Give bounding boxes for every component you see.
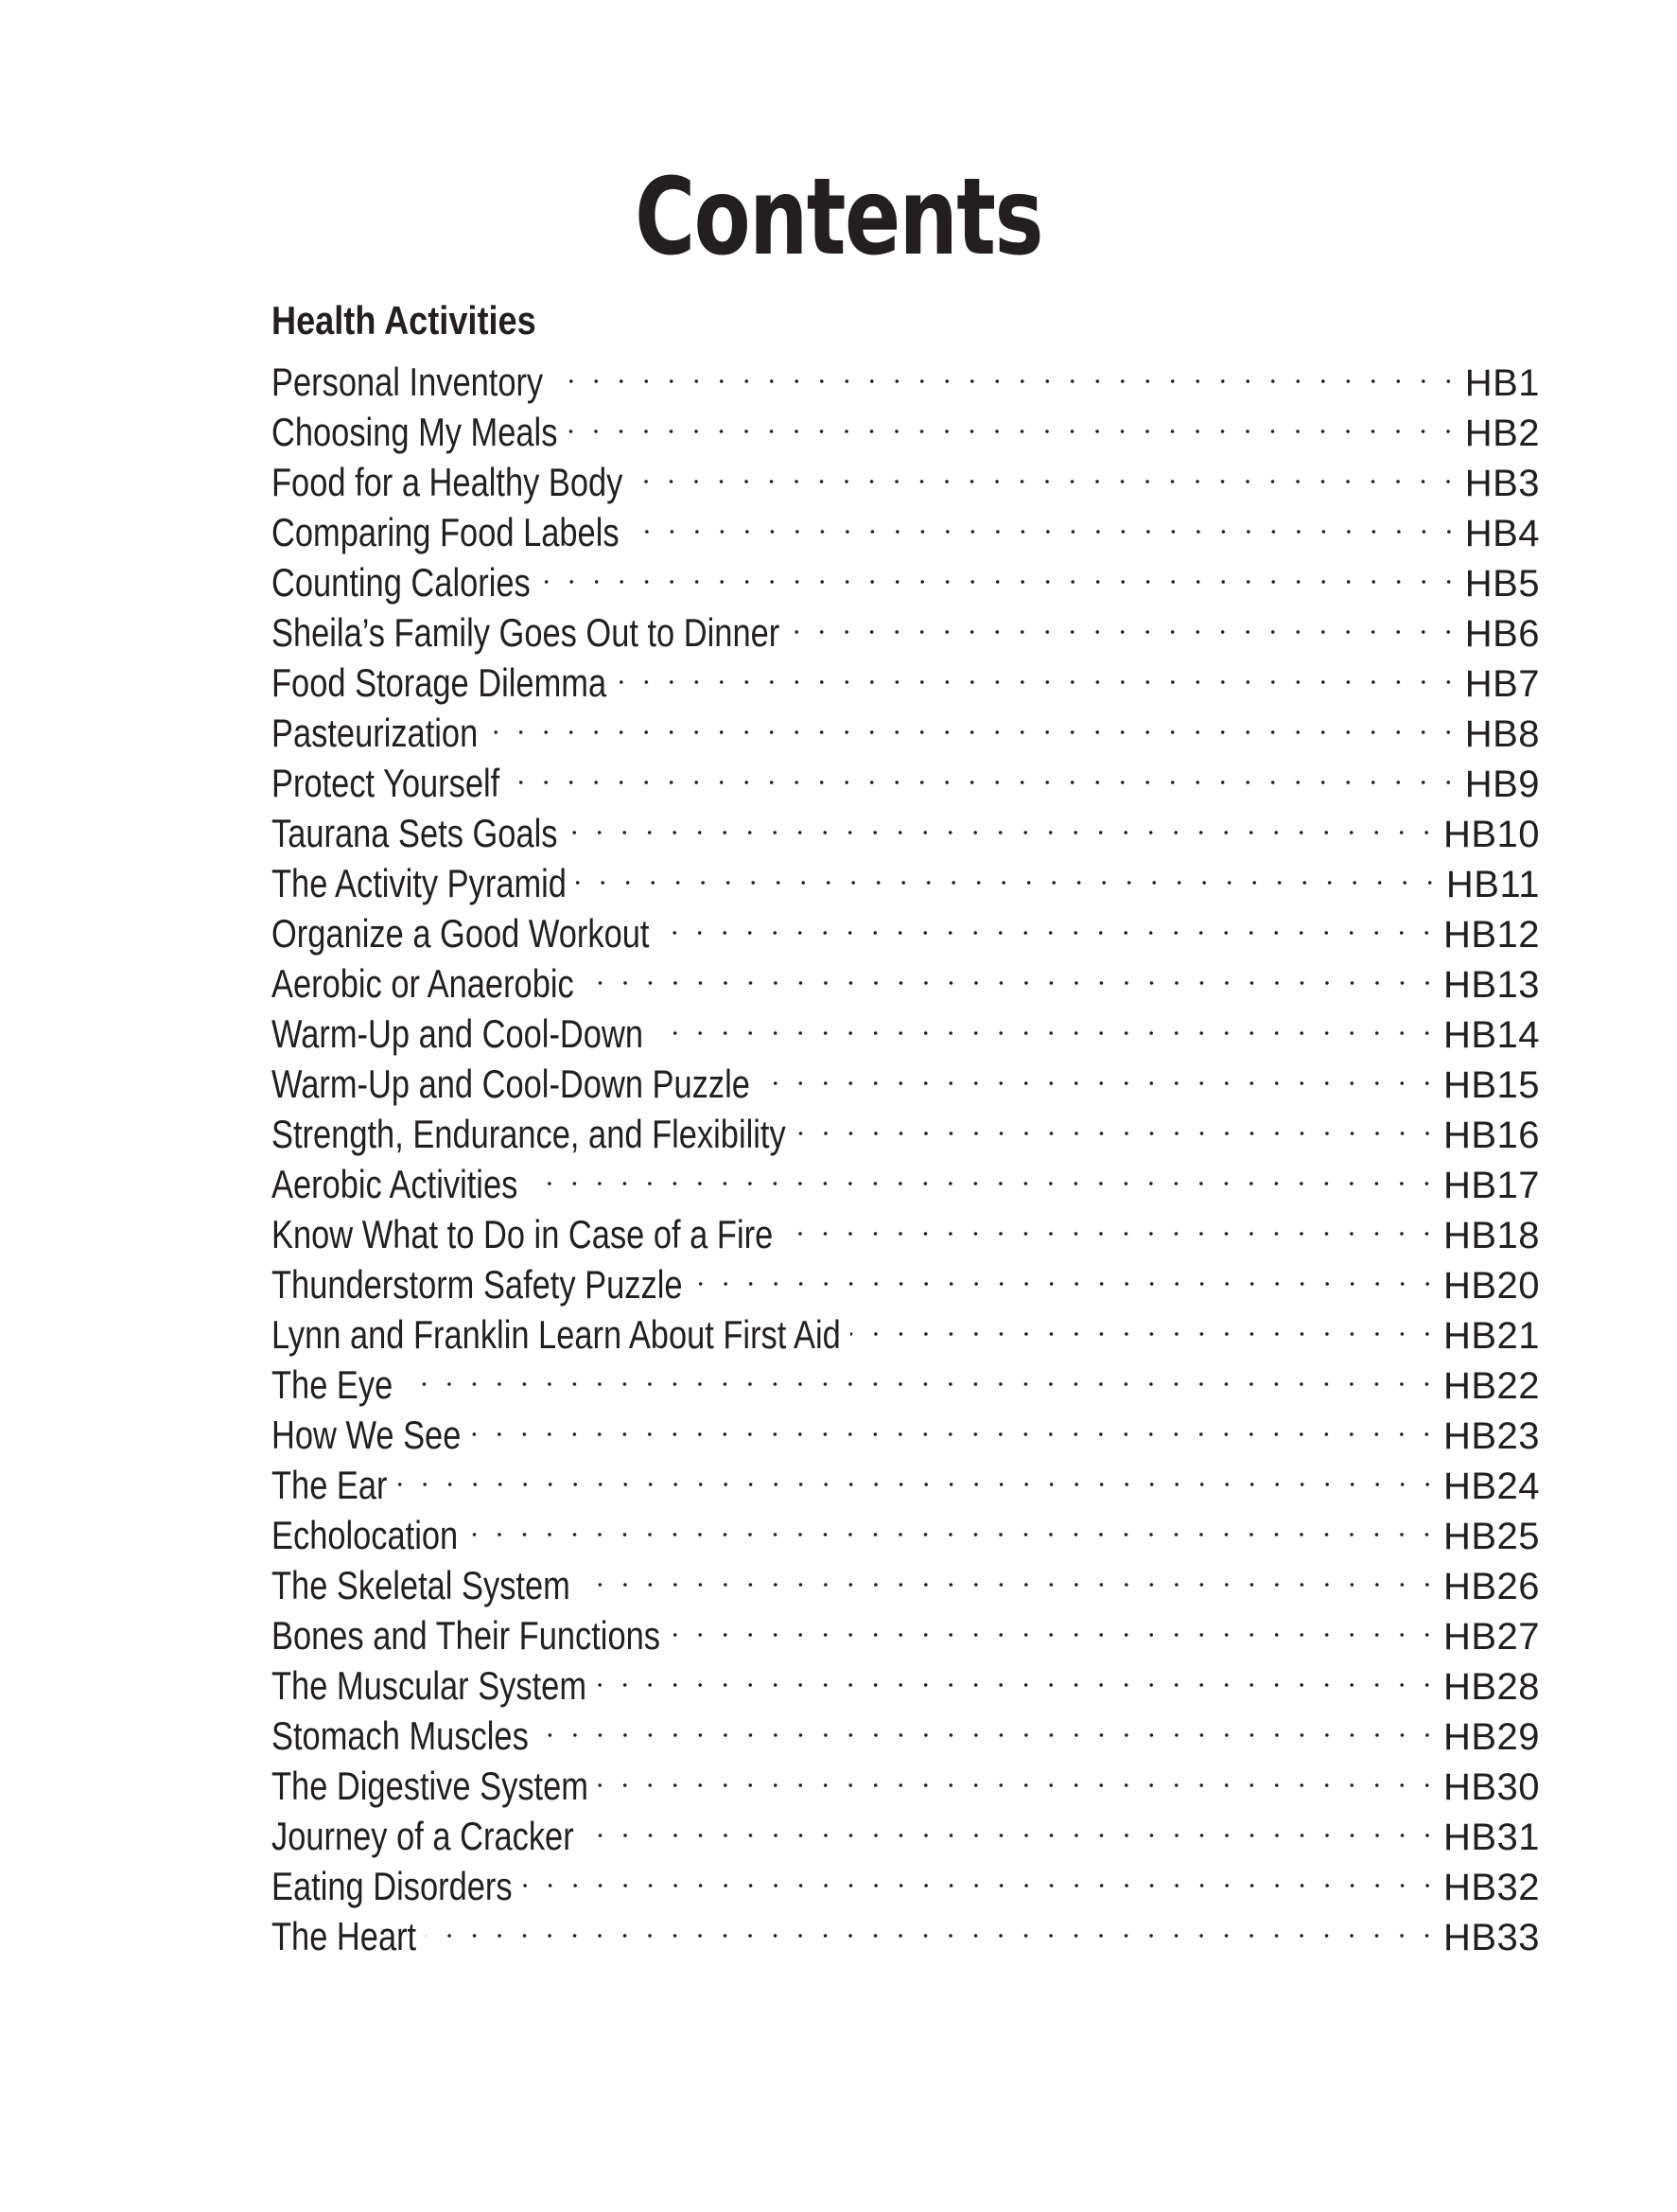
toc-entry-page-number: HB24 [1442,1466,1540,1507]
section-heading-health-activities: Health Activities [271,298,536,342]
toc-entry-title-wrap [271,958,574,1009]
toc-entry-title: The Skeletal System [271,1563,570,1607]
dot-leader [632,446,1460,496]
dot-leader [487,696,1460,746]
toc-entry-title: Stomach Muscles [271,1713,529,1758]
dot-leader [576,847,1442,897]
toc-entry-title-wrap [271,1711,529,1761]
toc-entry-title: Know What to Do in Case of a Fire [271,1212,774,1256]
toc-entry-title: Food Storage Dilemma [271,660,607,705]
toc-entry-page-number: HB7 [1464,663,1540,705]
toc-entry[interactable] [271,1448,1540,1507]
toc-entry-page-number: HB4 [1464,513,1540,554]
dot-leader [598,1749,1440,1799]
toc-entry-page-number: HB2 [1464,413,1540,454]
toc-entry-title: Strength, Endurance, and Flexibility [271,1112,786,1156]
toc-entry-title: Taurana Sets Goals [271,811,558,855]
toc-entry-title-wrap [271,457,622,507]
dot-leader [402,1348,1440,1398]
toc-entry-page-number: HB10 [1442,814,1540,855]
dot-leader [692,1248,1440,1298]
toc-entry-title-wrap [271,357,543,407]
toc-entry-title-wrap [271,1761,588,1811]
toc-entry[interactable] [271,1398,1540,1457]
toc-entry-page-number: HB11 [1445,864,1540,905]
dot-leader [509,746,1460,797]
dot-leader [540,546,1461,596]
toc-entry-page-number: HB21 [1442,1315,1540,1357]
toc-entry-title-wrap [271,1360,393,1410]
toc-entry-page-number: HB3 [1464,463,1540,504]
toc-entry-title-wrap [271,708,478,758]
toc-entry-title: The Eye [271,1362,393,1407]
toc-entry-title: Personal Inventory [271,360,544,404]
toc-entry-title-wrap [271,758,499,808]
dot-leader [795,1097,1440,1148]
toc-entry-title: Comparing Food Labels [271,510,620,554]
toc-entry-title-wrap [271,1009,643,1059]
dot-leader [616,646,1461,696]
toc-entry-title-wrap [271,1510,458,1560]
toc-entry-page-number: HB1 [1464,362,1540,404]
dot-leader [580,1549,1440,1599]
toc-entry-title: Journey of a Cracker [271,1814,574,1858]
toc-entry[interactable] [271,1900,1540,1958]
dot-leader [850,1298,1440,1348]
toc-entry-title: The Digestive System [271,1764,588,1808]
toc-entry-page-number: HB6 [1464,613,1540,655]
toc-entry-title-wrap [271,1159,517,1209]
dot-leader [629,496,1461,546]
toc-entry-title: Thunderstorm Safety Puzzle [271,1262,683,1307]
toc-entry-title: Choosing My Meals [271,410,558,454]
toc-entry-page-number: HB32 [1442,1867,1540,1908]
table-of-contents [271,295,1540,1958]
toc-entry[interactable] [271,1499,1540,1557]
toc-entry-page-number: HB30 [1442,1766,1540,1808]
toc-entry-title: The Heart [271,1914,417,1958]
toc-entry-title-wrap [271,1560,570,1610]
toc-entry-page-number: HB17 [1442,1165,1540,1206]
toc-entry-title: Eating Disorders [271,1864,513,1908]
toc-entry-page-number: HB5 [1464,563,1540,605]
toc-entry-title: Warm-Up and Cool-Down [271,1011,643,1056]
toc-entry-page-number: HB28 [1442,1666,1540,1708]
dot-leader [596,1649,1440,1699]
dot-leader [782,1198,1440,1248]
dot-leader [658,897,1439,947]
toc-entry-title: The Activity Pyramid [271,861,567,905]
dot-leader [567,797,1439,847]
dot-leader [426,1900,1440,1950]
toc-entry-page-number: HB27 [1442,1616,1540,1658]
toc-entry-page-number: HB31 [1442,1817,1540,1858]
page-title: Contents [635,156,1042,280]
toc-entry-title-wrap [271,858,567,908]
toc-entry-page-number: HB12 [1442,914,1540,956]
toc-entry-page-number: HB18 [1442,1215,1540,1256]
toc-entry-title: Warm-Up and Cool-Down Puzzle [271,1062,750,1106]
toc-entry-title: Protect Yourself [271,761,500,805]
dot-leader [567,395,1460,446]
toc-entry-title: Echolocation [271,1513,459,1557]
toc-entry-page-number: HB26 [1442,1566,1540,1607]
toc-entry-title: The Ear [271,1463,388,1507]
dot-leader [760,1047,1440,1097]
toc-entry-page-number: HB23 [1442,1415,1540,1457]
dot-leader [527,1148,1440,1198]
toc-entry-title-wrap [271,1911,416,1961]
toc-entry-page-number: HB8 [1464,713,1540,755]
toc-entry-title: Lynn and Franklin Learn About First Aid [271,1312,841,1357]
toc-entry[interactable] [271,345,1540,404]
toc-entry-list [271,345,1540,1958]
toc-entry-title: Organize a Good Workout [271,911,650,956]
toc-entry-page-number: HB25 [1442,1516,1540,1557]
toc-entry-title: The Muscular System [271,1663,587,1708]
toc-entry-title: Food for a Healthy Body [271,460,623,504]
dot-leader [584,947,1440,997]
dot-leader [470,1398,1440,1448]
toc-entry-page-number: HB20 [1442,1265,1540,1307]
dot-leader [670,1599,1440,1649]
toc-entry-page-number: HB29 [1442,1716,1540,1758]
toc-entry-title-wrap [271,557,531,607]
toc-entry-title: Bones and Their Functions [271,1613,660,1658]
toc-entry-page-number: HB16 [1442,1115,1540,1156]
toc-entry-page-number: HB9 [1464,764,1540,805]
toc-entry-title: Aerobic or Anaerobic [271,961,574,1006]
toc-entry-title-wrap [271,808,557,858]
dot-leader [584,1799,1440,1850]
dot-leader [538,1699,1440,1749]
toc-entry[interactable] [271,1348,1540,1407]
dot-leader [467,1499,1440,1549]
toc-entry-title: Counting Calories [271,560,531,605]
toc-entry-title-wrap [271,1460,388,1510]
dot-leader [552,345,1461,395]
toc-entry-page-number: HB22 [1442,1365,1540,1407]
toc-entry-title: Sheila’s Family Goes Out to Dinner [271,610,780,655]
toc-entry-page-number: HB13 [1442,964,1540,1006]
toc-entry-title-wrap [271,407,557,457]
toc-entry[interactable] [271,1549,1540,1607]
toc-entry-page-number: HB15 [1442,1064,1540,1106]
toc-entry-page-number: HB14 [1442,1014,1540,1056]
dot-leader [789,596,1460,646]
toc-entry-title-wrap [271,1259,683,1309]
dot-leader [397,1448,1440,1499]
toc-entry-title-wrap [271,1059,750,1109]
toc-entry-title: How We See [271,1413,462,1457]
dot-leader [522,1850,1440,1900]
toc-entry-page-number: HB33 [1442,1917,1540,1958]
toc-entry-title: Aerobic Activities [271,1162,518,1206]
toc-entry-title: Pasteurization [271,711,479,755]
dot-leader [653,997,1440,1047]
